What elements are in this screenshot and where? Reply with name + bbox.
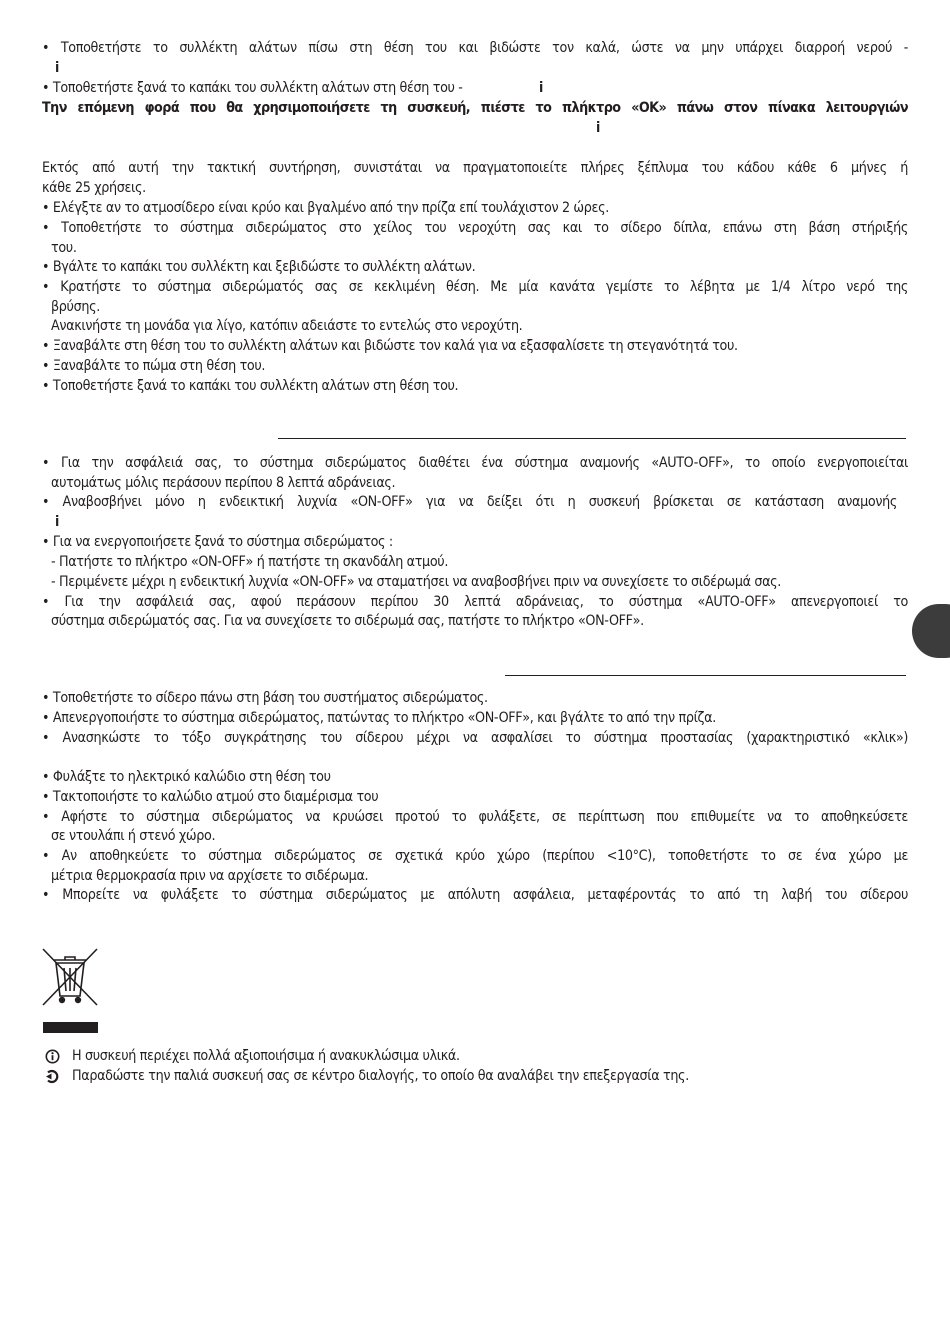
text-line: σε ντουλάπι ή στενό χώρο. bbox=[51, 828, 216, 844]
info-marker: i bbox=[55, 60, 59, 76]
bullet-item: • Τοποθετήστε ξανά το καπάκι του συλλέκτη αλάτων στη θέση του. bbox=[42, 378, 459, 394]
bullet-item: • Ξαναβάλτε στη θέση του το συλλέκτη αλάτων και βιδώστε τον καλά για να εξασφαλίσετε τη στεγανότητά του. bbox=[42, 338, 738, 354]
bullet-item: • Ανασηκώστε το τόξο συγκράτησης του σίδερου μέχρι να ασφαλίσει το σύστημα προστασίας (χαρακτηριστικό «κλικ») bbox=[42, 730, 908, 746]
info-marker: i bbox=[596, 120, 600, 136]
text-line: - Περιμένετε μέχρι η ενδεικτική λυχνία «ON-OFF» να σταματήσει να αναβοσβήνει πριν να συνεχίσετε το σιδέρωμά σας. bbox=[51, 574, 782, 590]
text-line: • Τοποθετήστε το συλλέκτη αλάτων πίσω στη θέση του και βιδώστε τον καλά, ώστε να μην υπάρχει διαρροή νερού - bbox=[42, 40, 908, 56]
bullet-item: • Ελέγξτε αν το ατμοσίδερο είναι κρύο και βγαλμένο από την πρίζα επί τουλάχιστον 2 ώρες. bbox=[42, 200, 609, 216]
bullet-item: • Ξαναβάλτε το πώμα στη θέση του. bbox=[42, 358, 266, 374]
text-line: κάθε 25 χρήσεις. bbox=[42, 180, 146, 196]
bullet-item: • Τοποθετήστε το σίδερο πάνω στη βάση του συστήματος σιδερώματος. bbox=[42, 690, 488, 706]
text-line: βρύσης. bbox=[51, 299, 100, 315]
bullet-item: • Απενεργοποιήστε το σύστημα σιδερώματος, πατώντας το πλήκτρο «ON-OFF», και βγάλτε το από την πρίζα. bbox=[42, 710, 716, 726]
bullet-item: • Μπορείτε να φυλάξετε το σύστημα σιδερώματος με απόλυτη ασφάλεια, μεταφέροντάς το από τη λαβή του σίδερου bbox=[42, 887, 908, 903]
bullet-item: • Για την ασφάλειά σας, αφού περάσουν περίπου 30 λεπτά αδράνειας, το σύστημα «AUTO-OFF» απενεργοποιεί το bbox=[42, 594, 908, 610]
weee-bar bbox=[43, 1022, 98, 1033]
text-line: - Πατήστε το πλήκτρο «ON-OFF» ή πατήστε τη σκανδάλη ατμού. bbox=[51, 554, 449, 570]
text-line: • Τοποθετήστε ξανά το καπάκι του συλλέκτη αλάτων στη θέση του - bbox=[42, 80, 463, 96]
crossed-out-bin-icon bbox=[40, 946, 100, 1008]
bullet-item: • Βγάλτε το καπάκι του συλλέκτη και ξεβιδώστε το συλλέκτη αλάτων. bbox=[42, 259, 476, 275]
bullet-item: • Αναβοσβήνει μόνο η ενδεικτική λυχνία «ON-OFF» για να δείξει ότι η συσκευή βρίσκεται σε κατάσταση αναμονής bbox=[42, 494, 897, 510]
bold-instruction: Την επόμενη φορά που θα χρησιμοποιήσετε τη συσκευή, πιέστε το πλήκτρο «OK» πάνω στον πίνακα λειτουργιών bbox=[42, 100, 908, 116]
bullet-item: • Για να ενεργοποιήσετε ξανά το σύστημα σιδερώματος : bbox=[42, 534, 393, 550]
text-line: αυτομάτως μόλις περάσουν περίπου 8 λεπτά αδράνειας. bbox=[51, 475, 396, 491]
bullet-item: • Φυλάξτε το ηλεκτρικό καλώδιο στη θέση του bbox=[42, 769, 331, 785]
bullet-item: • Τακτοποιήστε το καλώδιο ατμού στο διαμέρισμα του bbox=[42, 789, 379, 805]
bullet-item: • Για την ασφάλειά σας, το σύστημα σιδερώματος διαθέτει ένα σύστημα αναμονής «AUTO-OFF», το οποίο ενεργοποιείται bbox=[42, 455, 908, 471]
text-line: Εκτός από αυτή την τακτική συντήρηση, συνιστάται να πραγματοποιείτε πλήρες ξέπλυμα του κάδου κάθε 6 μήνες ή bbox=[42, 160, 908, 176]
page-tab-marker bbox=[912, 604, 950, 658]
arrow-circle-icon bbox=[45, 1069, 60, 1084]
arrow-note: Παραδώστε την παλιά συσκευή σας σε κέντρο διαλογής, το οποίο θα αναλάβει την επεξεργασία της. bbox=[72, 1068, 689, 1084]
text-line: του. bbox=[51, 240, 77, 256]
info-marker: i bbox=[55, 514, 59, 530]
text-line: μέτρια θερμοκρασία πριν να αρχίσετε το σιδέρωμα. bbox=[51, 868, 369, 884]
info-note: Η συσκευή περιέχει πολλά αξιοποιήσιμα ή ανακυκλώσιμα υλικά. bbox=[72, 1048, 460, 1064]
info-circle-icon bbox=[45, 1049, 60, 1064]
text-line: σύστημα σιδερώματός σας. Για να συνεχίσετε το σιδέρωμά σας, πατήστε το πλήκτρο «ON-OFF». bbox=[51, 613, 644, 629]
bullet-item: • Κρατήστε το σύστημα σιδερώματός σας σε κεκλιμένη θέση. Με μία κανάτα γεμίστε το λέβητα με 1/4 λίτρο νερό της bbox=[42, 279, 908, 295]
info-marker: i bbox=[539, 80, 543, 96]
bullet-item: • Αν αποθηκεύετε το σύστημα σιδερώματος σε σχετικά κρύο χώρο (περίπου <10°C), τοποθετήστε το σε ένα χώρο με bbox=[42, 848, 908, 864]
text-line: Ανακινήστε τη μονάδα για λίγο, κατόπιν αδειάστε το εντελώς στο νεροχύτη. bbox=[51, 318, 523, 334]
bullet-item: • Τοποθετήστε το σύστημα σιδερώματος στο χείλος του νεροχύτη σας και το σίδερο δίπλα, επάνω στη βάση στήριξής bbox=[42, 220, 908, 236]
bullet-item: • Αφήστε το σύστημα σιδερώματος να κρυώσει προτού το φυλάξετε, σε περίπτωση που επιθυμείτε να το αποθηκεύσετε bbox=[42, 809, 908, 825]
section-rule bbox=[278, 438, 906, 439]
section-rule bbox=[505, 675, 906, 676]
